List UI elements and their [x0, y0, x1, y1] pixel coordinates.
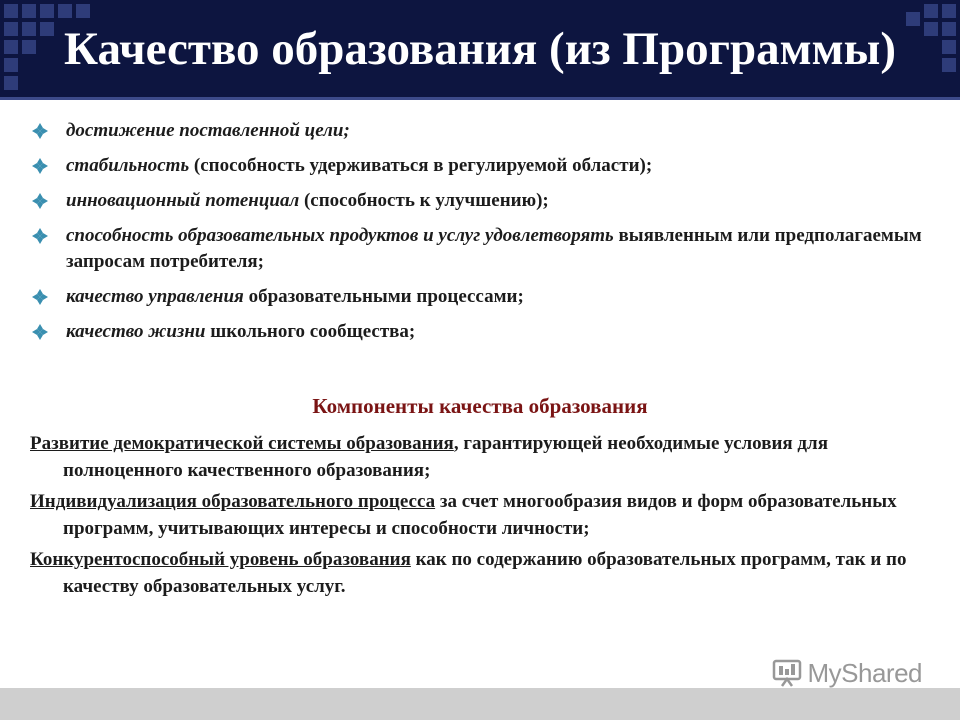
item-text: (способность к улучшению);: [299, 190, 549, 211]
component-term: Индивидуализация образовательного процесса: [30, 491, 436, 512]
diamond-bullet-icon: [32, 158, 48, 174]
diamond-bullet-icon: [32, 324, 48, 340]
component-item: [30, 430, 935, 484]
component-term: Развитие демократической системы образования: [30, 433, 454, 454]
header-divider: [0, 97, 960, 100]
diamond-bullet-icon: [32, 123, 48, 139]
component-text: как по содержанию образовательных программ, так и по качеству образовательных услуг.: [63, 549, 907, 597]
components-list: [30, 430, 935, 604]
watermark: [772, 656, 923, 690]
list-item: [30, 319, 930, 345]
slide-title: Качество образования (из Программы): [63, 23, 896, 75]
list-item: [30, 118, 930, 144]
list-item: [30, 284, 930, 310]
item-term: качество жизни: [66, 321, 206, 342]
item-term: способность образовательных продуктов и услуг удовлетворять: [66, 225, 614, 246]
presentation-board-icon: [772, 658, 802, 688]
list-item: [30, 223, 930, 275]
diamond-bullet-icon: [32, 193, 48, 209]
components-heading: Компоненты качества образования: [312, 394, 648, 418]
footer-bar: [0, 688, 960, 720]
item-term: качество управления: [66, 286, 244, 307]
item-term: стабильность: [66, 155, 190, 176]
component-term: Конкурентоспособный уровень образования: [30, 549, 411, 570]
component-text: за счет многообразия видов и форм образовательных программ, учитывающих интересы и способности личности;: [63, 491, 897, 539]
item-term: инновационный потенциал: [66, 190, 300, 211]
list-item: [30, 153, 930, 179]
watermark-text: MyShared: [807, 657, 922, 688]
diamond-bullet-icon: [32, 228, 48, 244]
item-term: достижение поставленной цели;: [66, 120, 350, 141]
diamond-bullet-icon: [32, 289, 48, 305]
component-item: [30, 488, 935, 542]
slide-header: [0, 0, 960, 100]
component-item: [30, 546, 935, 600]
item-text: образовательными процессами;: [243, 286, 524, 307]
component-text: , гарантирующей необходимые условия для полноценного качественного образования;: [63, 433, 828, 481]
list-item: [30, 188, 930, 214]
item-text: выявленным или предполагаемым запросам потребителя;: [66, 225, 922, 272]
quality-criteria-list: [30, 118, 930, 354]
item-text: (способность удерживаться в регулируемой области);: [189, 155, 653, 176]
item-text: школьного сообщества;: [205, 321, 416, 342]
